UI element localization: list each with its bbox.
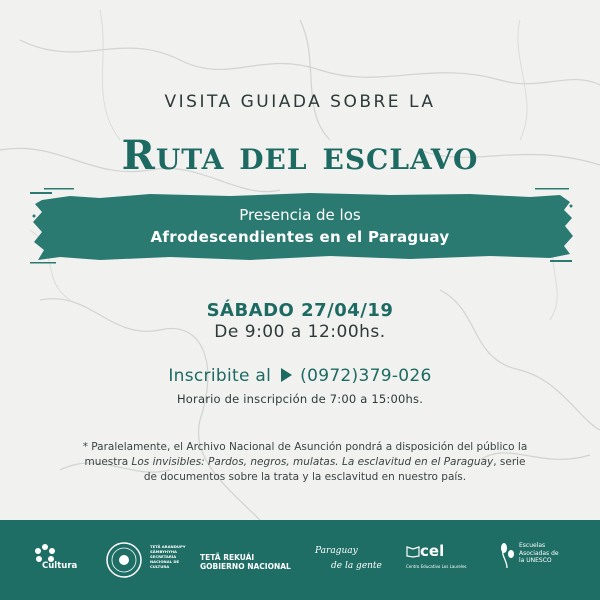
cel-subtext: Centro Educativo Los Laureles xyxy=(406,564,467,569)
book-icon xyxy=(406,544,420,558)
paraguay-line2: de la gente xyxy=(331,561,382,571)
unesco-text xyxy=(519,542,559,565)
snc-text: TETÃ ARANDUPY SÃMBYHYHA SECRETARÍA NACIONAL DE CULTURA xyxy=(150,544,186,569)
gobierno-line2: GOBIERNO NACIONAL xyxy=(200,562,291,571)
nota-part1: * Paralelamente, el Archivo Nacional de Asunción pondrá a disposición del público la muestra xyxy=(82,441,528,468)
cel-text: cel xyxy=(420,542,445,560)
nota-title: Los invisibles: Pardos, negros, mulatas. La esclavitud en el Paraguay xyxy=(131,456,494,468)
cultura-text: Cultura xyxy=(42,561,78,571)
paraguay-line1: Paraguay xyxy=(315,546,358,556)
cultura-logo xyxy=(32,542,82,578)
unesco-line1: Escuelas xyxy=(519,542,546,549)
ruta-title: Ruta del esclavo xyxy=(121,132,479,179)
banner-line1: Presencia de los xyxy=(239,206,361,224)
nota-paragraph xyxy=(80,440,530,485)
phone-number: (0972)379-026 xyxy=(300,366,432,386)
leaf-icon xyxy=(497,542,517,570)
seal-icon xyxy=(104,540,144,580)
inscripcion-line xyxy=(0,366,600,386)
event-time: De 9:00 a 12:00hs. xyxy=(214,322,386,342)
paraguay-logo xyxy=(315,544,382,574)
play-arrow-icon xyxy=(281,368,292,382)
banner-text xyxy=(0,204,600,248)
unesco-line2: Asociadas de xyxy=(519,549,559,557)
nota-part2: , serie de documentos sobre la trata y la esclavitud en nuestro país. xyxy=(143,456,526,483)
banner-line2: Afrodescendientes en el Paraguay xyxy=(150,228,450,246)
footer-bar xyxy=(0,520,600,600)
gobierno-logo xyxy=(200,553,291,571)
event-date: SÁBADO 27/04/19 xyxy=(206,300,394,321)
gobierno-line1: TETÃ REKUÁI xyxy=(200,553,255,562)
inscripcion-horario: Horario de inscripción de 7:00 a 15:00hs. xyxy=(176,392,424,406)
inscripcion-label: Inscribite al xyxy=(168,366,272,386)
visita-heading: VISITA GUIADA SOBRE LA xyxy=(164,92,436,112)
unesco-line3: la UNESCO xyxy=(519,557,552,564)
